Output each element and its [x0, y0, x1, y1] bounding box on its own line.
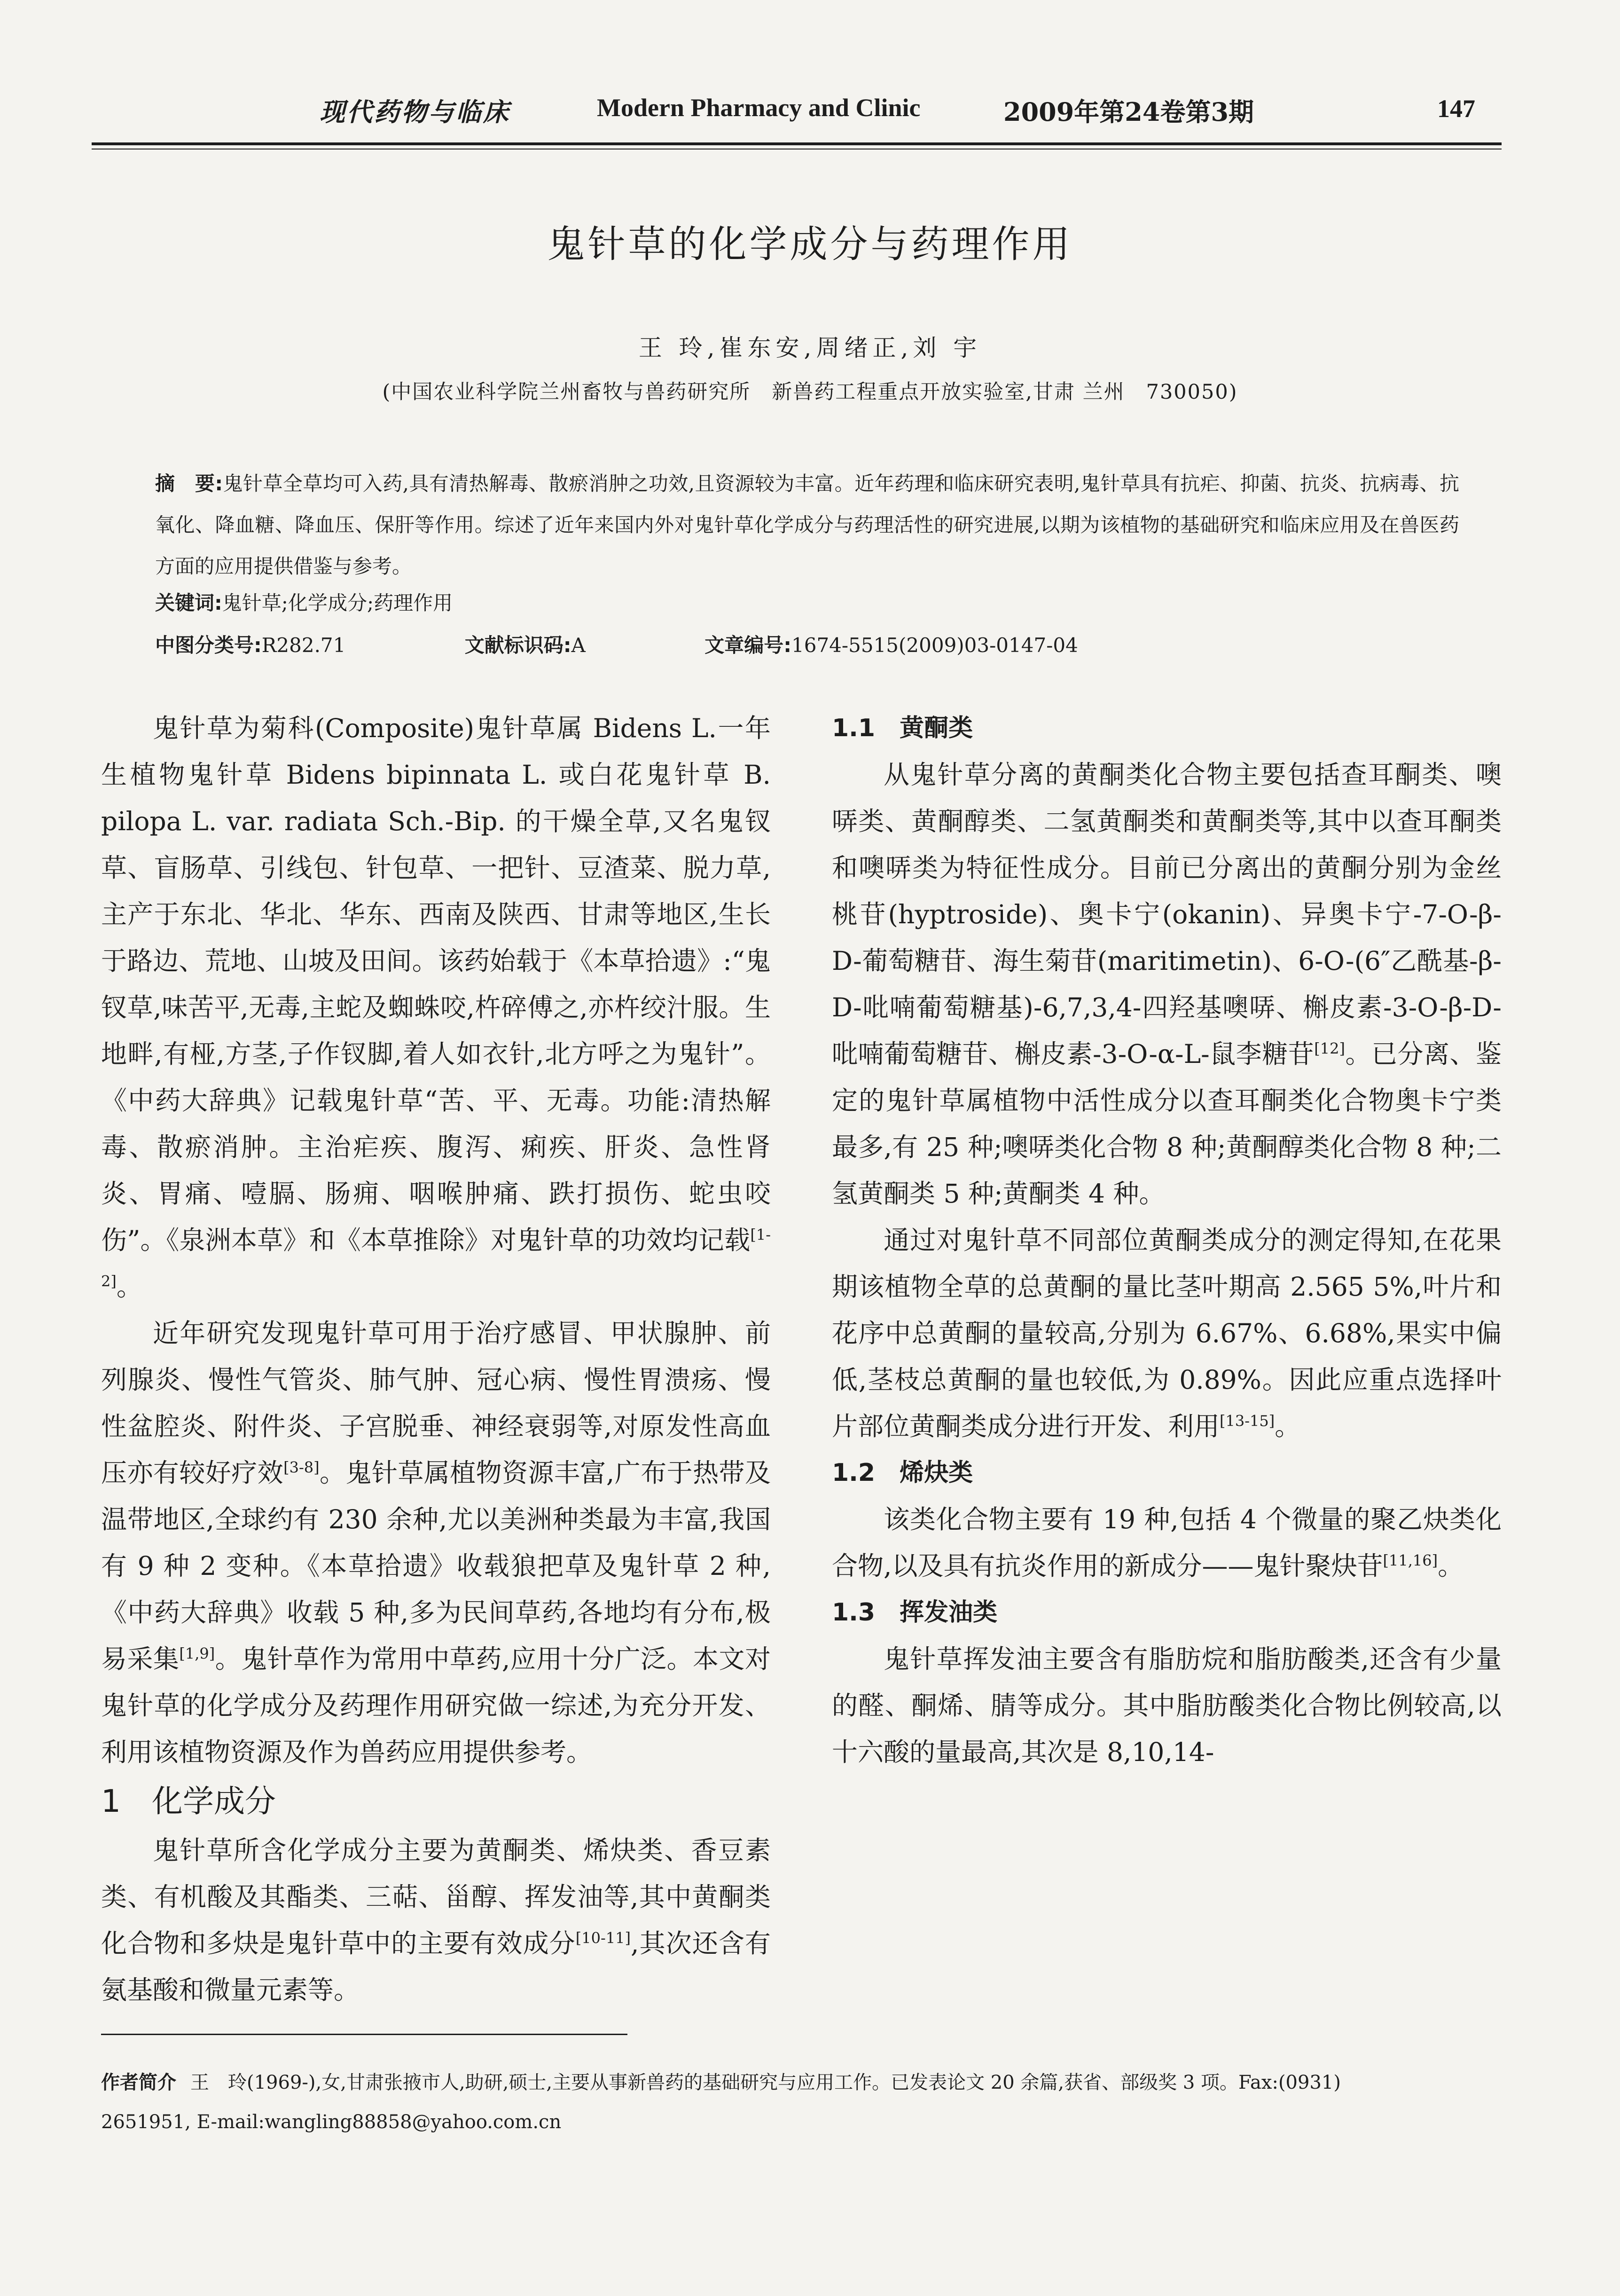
- citation: [13-15]: [1220, 1412, 1275, 1430]
- body-column-left: [101, 705, 771, 2013]
- paragraph-polyacetylenes: 该类化合物主要有 19 种,包括 4 个微量的聚乙炔类化合物,以及具有抗炎作用的新成分——鬼针聚炔苷[11,16]。: [832, 1504, 1502, 1581]
- citation: [1,9]: [179, 1644, 215, 1663]
- abstract: [155, 463, 1459, 587]
- document-code: 文献标识码:A: [464, 634, 586, 657]
- subsection-heading-polyacetylenes: 1.2 烯炔类: [832, 1459, 973, 1487]
- paragraph-research: 近年研究发现鬼针草可用于治疗感冒、甲状腺肿、前列腺炎、慢性气管炎、肺气肿、冠心病、慢性胃溃疡、慢性盆腔炎、附件炎、子宫脱垂、神经衰弱等,对原发性高血压亦有较好疗效[3-8]。鬼针草属植物资源丰富,广布于热带及温带地区,全球约有 230 余种,尤以美洲种类最为丰富,我国有 9 种 2 变种。《本草拾遗》收载狼把草及鬼针草 2 种,《中药大辞典》收载 5 种,多为民间草药,各地均有分布,极易采集[1,9]。鬼针草作为常用中草药,应用十分广泛。本文对鬼针草的化学成分及药理作用研究做一综述,为充分开发、利用该植物资源及作为兽药应用提供参考。: [101, 1318, 771, 1767]
- footnote-label: 作者简介: [101, 2072, 176, 2093]
- footnote-rule: [101, 2034, 627, 2035]
- article-authors: 王 玲,崔东安,周绪正,刘 宇: [638, 334, 982, 362]
- author-affiliation: (中国农业科学院兰州畜牧与兽药研究所 新兽药工程重点开放实验室,甘肃 兰州 730050): [382, 380, 1238, 404]
- section-heading-chemistry: 1 化学成分: [101, 1783, 276, 1819]
- journal-name-cn: 现代药物与临床: [320, 97, 510, 127]
- issue-info: 2009年第24卷第3期: [1003, 97, 1254, 127]
- keywords-label: 关键词:: [155, 591, 222, 614]
- journal-name-en: Modern Pharmacy and Clinic: [597, 94, 921, 122]
- abstract-text: 鬼针草全草均可入药,具有清热解毒、散瘀消肿之功效,且资源较为丰富。近年药理和临床研究表明,鬼针草具有抗疟、抑菌、抗炎、抗病毒、抗氧化、降血糖、降血压、保肝等作用。综述了近年来国内外对鬼针草化学成分与药理活性的研究进展,以期为该植物的基础研究和临床应用及在兽医药方面的应用提供借鉴与参考。: [155, 472, 1460, 578]
- keywords-text: 鬼针草;化学成分;药理作用: [222, 591, 453, 614]
- article-title: 鬼针草的化学成分与药理作用: [547, 222, 1073, 266]
- citation: [3-8]: [283, 1458, 320, 1477]
- article-number: 文章编号:1674-5515(2009)03-0147-04: [704, 634, 1078, 657]
- abstract-label: 摘 要:: [155, 472, 223, 495]
- citation: [1-2]: [101, 1226, 771, 1290]
- classification-line: [155, 630, 1424, 658]
- body-column-right: [832, 705, 1502, 1776]
- author-footnote: [101, 2063, 1431, 2142]
- subsection-heading-volatile-oils: 1.3 挥发油类: [832, 1598, 998, 1627]
- page-number: 147: [1437, 94, 1475, 123]
- footnote-text: 王 玲(1969-),女,甘肃张掖市人,助研,硕士,主要从事新兽药的基础研究与应用工作。已发表论文 20 余篇,获省、部级奖 3 项。Fax:(0931) 2651951, E-mail:wangling88858@yahoo.com.cn: [101, 2072, 1341, 2133]
- keywords: [155, 588, 453, 616]
- paragraph-flavonoids: 从鬼针草分离的黄酮类化合物主要包括查耳酮类、噢哢类、黄酮醇类、二氢黄酮类和黄酮类等,其中以查耳酮类和噢哢类为特征性成分。目前已分离出的黄酮分别为金丝桃苷(hyptroside)、奥卡宁(okanin)、异奥卡宁-7-O-β-D-葡萄糖苷、海生菊苷(maritimetin)、6-O-(6″乙酰基-β-D-吡喃葡萄糖基)-6,7,3,4-四羟基噢哢、槲皮素-3-O-β-D-吡喃葡萄糖苷、槲皮素-3-O-α-L-鼠李糖苷[12]。已分离、鉴定的鬼针草属植物中活性成分以查耳酮类化合物奥卡宁类最多,有 25 种;噢哢类化合物 8 种;黄酮醇类化合物 8 种;二氢黄酮类 5 种;黄酮类 4 种。: [832, 760, 1502, 1209]
- citation: [11,16]: [1383, 1551, 1438, 1570]
- paragraph-intro: 鬼针草为菊科(Composite)鬼针草属 Bidens L.一年生植物鬼针草 Bidens bipinnata L. 或白花鬼针草 B. pilopa L. var. radiata Sch.-Bip. 的干燥全草,又名鬼钗草、盲肠草、引线包、针包草、一把针、豆渣菜、脱力草,主产于东北、华北、华东、西南及陕西、甘肃等地区,生长于路边、荒地、山坡及田间。该药始载于《本草拾遗》:“鬼钗草,味苦平,无毒,主蛇及蜘蛛咬,杵碎傅之,亦杵绞汁服。生地畔,有桠,方茎,子作钗脚,着人如衣针,北方呼之为鬼针”。《中药大辞典》记载鬼针草“苦、平、无毒。功能:清热解毒、散瘀消肿。主治疟疾、腹泻、痢疾、肝炎、急性肾炎、胃痛、噎膈、肠痈、咽喉肿痛、跌打损伤、蛇虫咬伤”。《泉洲本草》和《本草推除》对鬼针草的功效均记载[1-2]。: [101, 713, 771, 1302]
- clc-code: 中图分类号:R282.71: [155, 634, 346, 657]
- subsection-heading-flavonoids: 1.1 黄酮类: [832, 714, 973, 742]
- paragraph-chemistry: 鬼针草所含化学成分主要为黄酮类、烯炔类、香豆素类、有机酸及其酯类、三萜、甾醇、挥发油等,其中黄酮类化合物和多炔是鬼针草中的主要有效成分[10-11],其次还含有氨基酸和微量元素等。: [101, 1835, 771, 2005]
- paragraph-flavonoid-content: 通过对鬼针草不同部位黄酮类成分的测定得知,在花果期该植物全草的总黄酮的量比茎叶期高 2.565 5%,叶片和花序中总黄酮的量较高,分别为 6.67%、6.68%,果实中偏低,茎枝总黄酮的量也较低,为 0.89%。因此应重点选择叶片部位黄酮类成分进行开发、利用[13-15]。: [832, 1225, 1502, 1441]
- paragraph-volatile-oils: 鬼针草挥发油主要含有脂肪烷和脂肪酸类,还含有少量的醛、酮烯、腈等成分。其中脂肪酸类化合物比例较高,以十六酸的量最高,其次是 8,10,14-: [832, 1644, 1502, 1767]
- citation: [10-11]: [575, 1929, 631, 1947]
- citation: [12]: [1314, 1039, 1345, 1058]
- header-rule-thick: [92, 142, 1502, 145]
